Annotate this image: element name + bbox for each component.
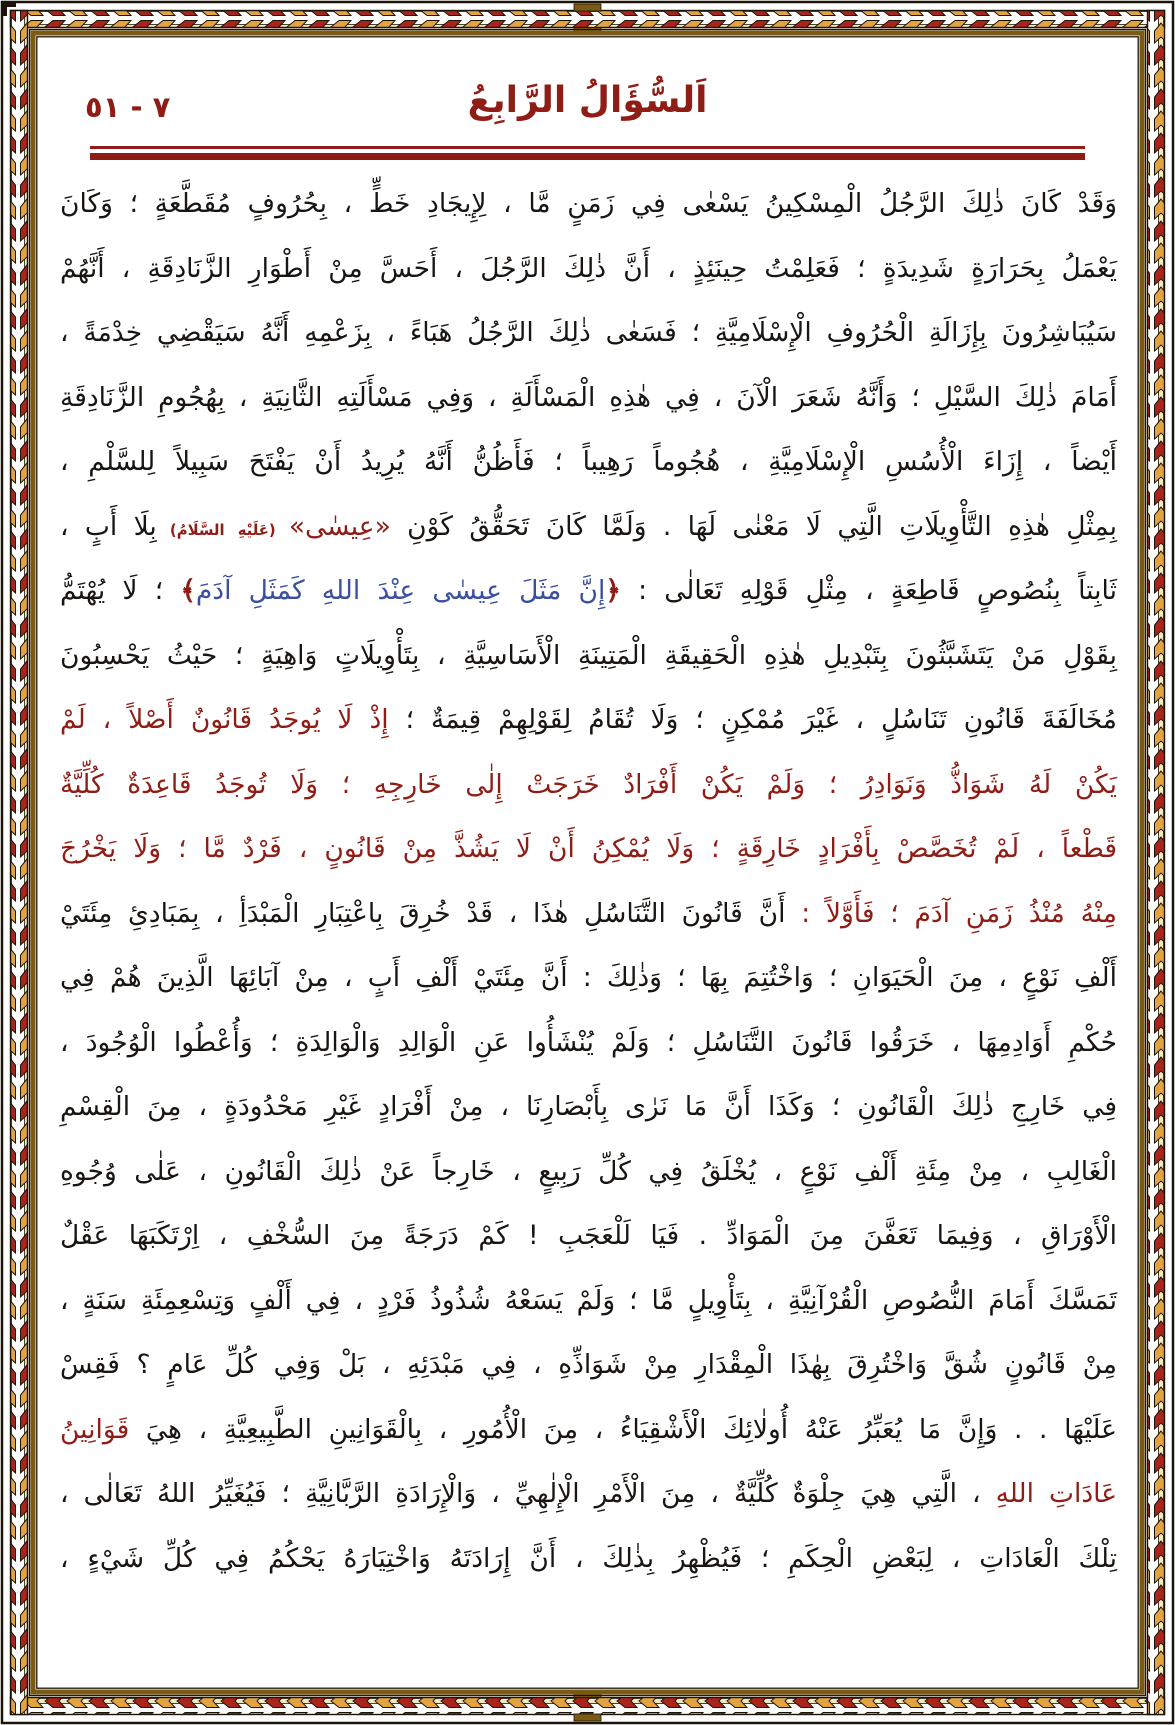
text-segment: الْغَالِبِ ، مِنْ مِئَةِ أَلْفِ نَوْعٍ ، يُخْلَقُ فِي كُلِّ رَبِيعٍ ، خَارِجاً عَنْ ذٰلِكَ الْقَانُونِ ، عَلٰى وُجُوهِ — [60, 1155, 1117, 1187]
text-line — [60, 1075, 1117, 1140]
text-segment: أَيْضاً ، إِزَاءَ الْأُسُسِ الْإِسْلَامِيَّةِ ، هُجُوماً رَهِيباً ؛ فَأَظُنُّ أَنَّهُ يُرِيدُ أَنْ يَفْتَحَ سَبِيلاً لِلسَّلْمِ ، — [60, 446, 1117, 477]
text-segment: مُخَالَفَةَ قَانُونِ تَنَاسُلٍ ، غَيْرَ مُمْكِنٍ ؛ وَلَا تُقَامُ لِقَوْلِهِمْ قِيمَةٌ ؛ — [388, 704, 1117, 735]
emphasis-red-segment: عَادَاتِ اللهِ — [995, 1478, 1118, 1509]
text-segment: بِقَوْلِ مَنْ يَتَشَبَّثُونَ بِتَبْدِيلِ هٰذِهِ الْحَقِيقَةِ الْمَتِينَةِ الْأَسَاسِيَّةِ ، بِتَأْوِيلَاتٍ وَاهِيَةٍ ؛ حَيْثُ يَحْسِبُونَ — [60, 639, 1117, 671]
page-title: اَلسُّؤَالُ الرَّابِعُ — [467, 80, 708, 121]
text-segment: أَنَّ قَانُونَ التَّنَاسُلِ هٰذَا ، قَدْ خُرِقَ بِاعْتِبَارِ الْمَبْدَأِ ، بِمَبَادِئِ مِئَتَيْ — [60, 897, 786, 929]
emphasis-red-segment: قَطْعاً ، لَمْ تُخَصَّصْ بِأَفْرَادٍ خَارِقَةٍ ؛ وَلَا يُمْكِنُ أَنْ لَا يَشُذَّ مِنْ قَانُونٍ ، فَرْدٌ مَّا ؛ وَلَا يَخْرُجَ — [60, 833, 1117, 864]
text-segment: تَمَسَّكَ أَمَامَ النُّصُوصِ الْقُرْآنِيَّةِ ، بِتَأْوِيلٍ مَّا ؛ وَلَمْ يَسَعْهُ شُذُوذُ فَرْدٍ ، فِي أَلْفٍ وَتِسْعِمِئَةِ سَنَةٍ ، — [60, 1284, 1117, 1316]
text-line — [60, 366, 1117, 431]
text-line — [60, 1140, 1117, 1205]
text-segment: عَلَيْهَا . . وَإِنَّ مَا يُعَبِّرُ عَنْهُ أُولٰائِكَ الْأَشْقِيَاءُ ، مِنَ الْأُمُورِ ، بِالْقَوَانِينِ الطَّبِيعِيَّةِ ، هِيَ — [129, 1413, 1117, 1445]
page-number: ٧ - ٥١ — [85, 90, 171, 124]
text-segment: ؛ لَا يُهْتَمُّ — [60, 575, 181, 606]
text-line — [60, 430, 1117, 495]
text-segment: حُكْمِ أَوَادِمِهَا ، خَرَقُوا قَانُونَ التَّنَاسُلِ ؛ وَلَمْ يُنْشَأُوا عَنِ الْوَالِدِ وَالْوَالِدَةِ ؛ وَأُعْطُوا الْوُجُودَ ، — [60, 1026, 1117, 1058]
text-segment: فِي خَارِجِ ذٰلِكَ الْقَانُونِ ؛ وَكَذَا أَنَّ مَا نَرٰى بِأَبْصَارِنَا ، مِنْ أَفْرَادٍ غَيْرِ مَحْدُودَةٍ ، مِنَ الْقِسْمِ — [60, 1091, 1117, 1122]
emphasis-red-segment: يَكُنْ لَهُ شَوَاذُّ وَنَوَادِرُ ؛ وَلَمْ يَكُنْ أَفْرَادٌ خَرَجَتْ إِلٰى خَارِجِهِ ؛ وَلَا تُوجَدُ قَاعِدَةٌ كُلِّيَّةٌ — [60, 768, 1117, 800]
text-segment: سَيُبَاشِرُونَ بِإِزَالَةِ الْحُرُوفِ الْإِسْلَامِيَّةِ ؛ فَسَعٰى ذٰلِكَ الرَّجُلُ هَبَاءً ، بِزَعْمِهِ أَنَّهُ سَيَقْضِي خِدْمَةً ، — [60, 317, 1117, 348]
emphasis-red-segment: قَوَانِينُ — [60, 1413, 130, 1445]
text-line — [60, 495, 1117, 560]
text-segment: يَعْمَلُ بِحَرَارَةٍ شَدِيدَةٍ ؛ فَعَلِمْتُ حِينَئِذٍ ، أَنَّ ذٰلِكَ الرَّجُلَ ، أَحَسَّ مِنْ أَطْوَارِ الزَّنَادِقَةِ ، أَنَّهُمْ — [60, 252, 1117, 284]
text-segment: أَلْفِ نَوْعٍ ، مِنَ الْحَيَوَانِ ؛ وَاخْتُتِمَ بِهَا ؛ وَذٰلِكَ : أَنَّ مِئَتَيْ أَلْفِ أَبٍ ، مِنْ آبَائِهَا الَّذِينَ هُمْ فِي — [60, 962, 1117, 993]
title-rule — [90, 146, 1085, 160]
verse-bracket: ﴾ — [180, 575, 196, 606]
text-segment: أَمَامَ ذٰلِكَ السَّيْلِ ؛ وَأَنَّهُ شَعَرَ الْآنَ ، فِي هٰذِهِ الْمَسْأَلَةِ ، وَفِي مَسْأَلَتِهِ الثَّانِيَةِ ، بِهُجُومِ الزَّنَادِقَةِ — [60, 381, 1117, 413]
text-line — [60, 1398, 1117, 1463]
text-line — [60, 1462, 1117, 1527]
text-segment: تِلْكَ الْعَادَاتِ ، لِبَعْضِ الْحِكَمِ ؛ فَيُظْهِرُ بِذٰلِكَ ، أَنَّ إِرَادَتَهُ وَاخْتِيَارَهُ يَحْكُمُ فِي كُلِّ شَيْءٍ ، — [60, 1542, 1117, 1574]
text-segment: بِمِثْلِ هٰذِهِ التَّأْوِيلَاتِ الَّتِي لَا مَعْنٰى لَهَا . وَلَمَّا كَانَ تَحَقُّقُ كَوْنِ — [390, 510, 1117, 542]
text-line — [60, 1333, 1117, 1398]
text-line — [60, 946, 1117, 1011]
text-line — [60, 688, 1117, 753]
text-line — [60, 172, 1117, 237]
text-line — [60, 817, 1117, 882]
emphasis-red-segment: «عِيسٰى» — [288, 510, 391, 542]
emphasis-red-segment: مِنْهُ مُنْذُ زَمَنِ آدَمَ ؛ فَأَوَّلاً : — [785, 897, 1117, 929]
text-line — [60, 301, 1117, 366]
text-line — [60, 237, 1117, 302]
text-segment: مِنْ قَانُونٍ شُقَّ وَاخْتُرِقَ بِهٰذَا الْمِقْدَارِ مِنْ شَوَاذِّهِ ، فِي مَبْدَئِهِ ، بَلْ وَفِي كُلِّ عَامٍ ؟ فَقِسْ — [60, 1349, 1117, 1380]
text-line — [60, 1204, 1117, 1269]
text-segment: الْأَوْرَاقِ ، وَفِيمَا تَعَفَّنَ مِنَ الْمَوَادِّ . فَيَا لَلْعَجَبِ ! كَمْ دَرَجَةً مِنَ السُّخْفِ ، اِرْتَكَبَهَا عَقْلٌ — [60, 1220, 1117, 1251]
text-line — [60, 559, 1117, 624]
quran-verse-segment: إِنَّ مَثَلَ عِيسٰى عِنْدَ اللهِ كَمَثَلِ آدَمَ — [195, 575, 606, 606]
text-segment: ، الَّتِي هِيَ جِلْوَةٌ كُلِّيَّةٌ ، مِنَ الْأَمْرِ الْإِلٰهِيِّ ، وَالْإِرَادَةِ الرَّبَّانِيَّةِ ؛ فَيُغَيِّرُ اللهُ تَعَالٰى ، — [60, 1478, 996, 1509]
text-segment: بِلَا أَبٍ ، — [60, 510, 157, 542]
text-line — [60, 1527, 1117, 1592]
verse-bracket: ﴿ — [605, 575, 621, 606]
text-line — [60, 624, 1117, 689]
text-segment: وَقَدْ كَانَ ذٰلِكَ الرَّجُلُ الْمِسْكِينُ يَسْعٰى فِي زَمَنٍ مَّا ، لِإِيجَادِ خَطٍّ ، بِحُرُوفٍ مُقَطَّعَةٍ ؛ وَكَانَ — [60, 188, 1117, 219]
text-line — [60, 1011, 1117, 1076]
text-line — [60, 1269, 1117, 1334]
honorific-mark: (عَلَيْهِ السَّلَامُ) — [156, 521, 289, 539]
body-text — [60, 172, 1117, 1591]
text-segment: ثَابِتاً بِنُصُوصٍ قَاطِعَةٍ ، مِثْلِ قَوْلِهِ تَعَالٰى : — [620, 575, 1118, 606]
emphasis-red-segment: إِذْ لَا يُوجَدُ قَانُونٌ أَصْلاً ، لَمْ — [60, 704, 389, 735]
text-line — [60, 753, 1117, 818]
text-line — [60, 882, 1117, 947]
